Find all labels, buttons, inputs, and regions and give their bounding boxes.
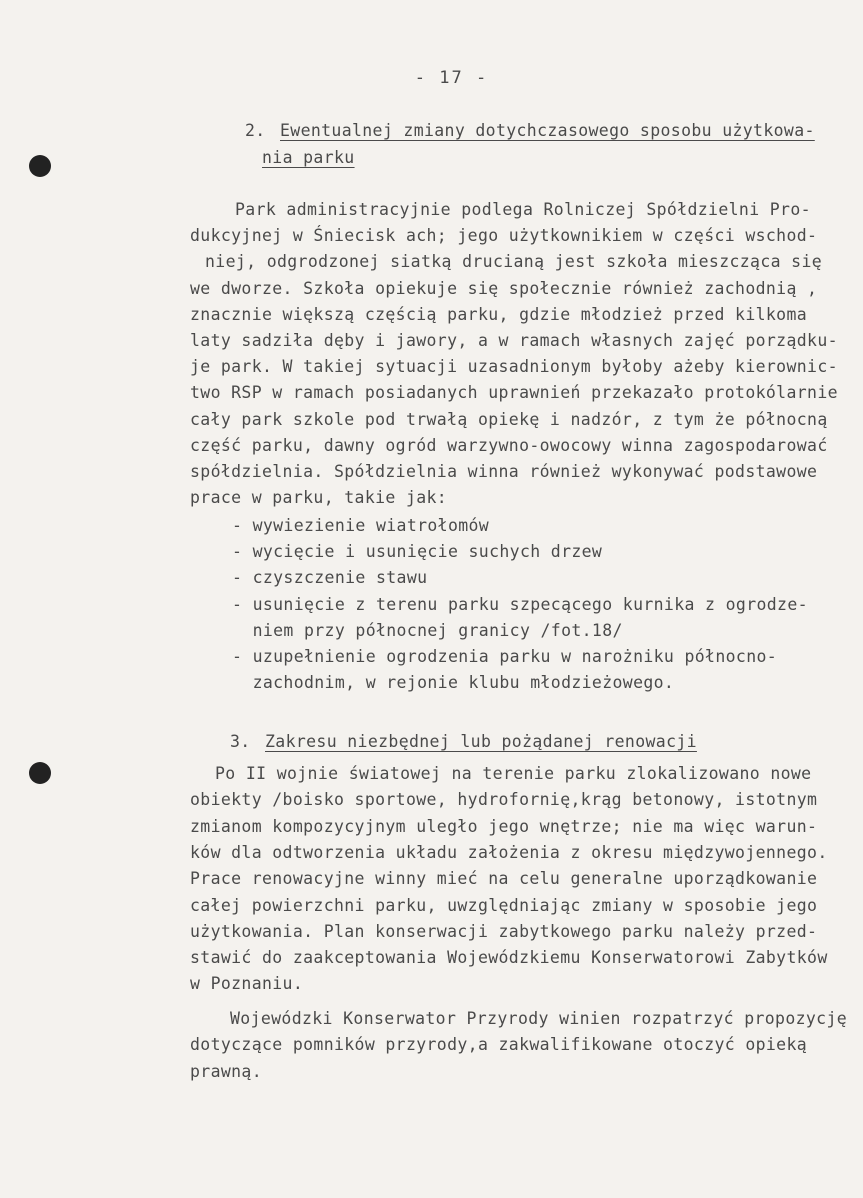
paragraph-line: Wojewódzki Konserwator Przyrody winien rozpatrzyć propozycję: [230, 1009, 848, 1028]
list-item-line: zachodnim, w rejonie klubu młodzieżowego.: [232, 673, 675, 693]
paragraph-line: dukcyjnej w Śniecisk ach; jego użytkownikiem w części wschod-: [190, 226, 818, 246]
punch-hole: [29, 155, 51, 177]
paragraph-line: Prace renowacyjne winny mieć na celu generalne uporządkowanie: [190, 869, 818, 889]
paragraph-line: prawną.: [190, 1061, 262, 1081]
paragraph-line: całej powierzchni parku, uwzględniając zmiany w sposobie jego: [190, 895, 818, 915]
paragraph-line: zmianom kompozycyjnym uległo jego wnętrze; nie ma więc warun-: [190, 816, 818, 836]
paragraph-line: two RSP w ramach posiadanych uprawnień przekazało protokólarnie: [190, 383, 838, 403]
list-item-line: - usunięcie z terenu parku szpecącego kurnika z ogrodze-: [232, 594, 808, 614]
paragraph-line: w Poznaniu.: [190, 974, 304, 994]
paragraph-line: użytkowania. Plan konserwacji zabytkowego parku należy przed-: [190, 921, 818, 941]
list-item-line: - czyszczenie stawu: [232, 568, 428, 588]
section-number: 2.: [245, 121, 266, 140]
section-title: Zakresu niezbędnej lub pożądanej renowacji: [265, 732, 697, 751]
paragraph-line: część parku, dawny ogród warzywno-owocowy winna zagospodarować: [190, 435, 828, 455]
section-title: Ewentualnej zmiany dotychczasowego sposobu użytkowa-: [280, 121, 815, 140]
list-item-line: niem przy północnej granicy /fot.18/: [232, 620, 623, 640]
punch-hole: [29, 762, 51, 784]
paragraph-line: Po II wojnie światowej na terenie parku zlokalizowano nowe: [215, 764, 812, 783]
paragraph-line: spółdzielnia. Spółdzielnia winna również wykonywać podstawowe: [190, 462, 818, 481]
section-title: nia parku: [262, 148, 355, 167]
paragraph-line: dotyczące pomników przyrody,a zakwalifikowane otoczyć opieką: [190, 1035, 808, 1055]
section-number: 3.: [230, 732, 251, 751]
paragraph-line: Park administracyjnie podlega Rolniczej Spółdzielni Pro-: [235, 200, 811, 219]
list-item-line: - wywiezienie wiatrołomów: [232, 516, 490, 535]
paragraph-line: prace w parku, takie jak:: [190, 488, 448, 508]
list-item-line: - uzupełnienie ogrodzenia parku w narożniku północno-: [232, 647, 778, 666]
paragraph-line: cały park szkole pod trwałą opiekę i nadzór, z tym że północną: [190, 409, 828, 429]
paragraph-line: laty sadziła dęby i jawory, a w ramach własnych zajęć porządku-: [190, 331, 838, 350]
paragraph-line: je park. W takiej sytuacji uzasadnionym byłoby ażeby kierownic-: [190, 357, 838, 377]
paragraph-line: obiekty /boisko sportowe, hydrofornię,krąg betonowy, istotnym: [190, 790, 818, 810]
paragraph-line: niej, odgrodzonej siatką drucianą jest szkoła mieszcząca się: [205, 252, 823, 272]
paragraph-line: znacznie większą częścią parku, gdzie młodzież przed kilkoma: [190, 304, 808, 324]
paragraph-line: ków dla odtworzenia układu założenia z okresu międzywojennego.: [190, 842, 828, 862]
page-number: - 17 -: [414, 68, 489, 88]
list-item-line: - wycięcie i usunięcie suchych drzew: [232, 542, 603, 562]
paragraph-line: stawić do zaakceptowania Wojewódzkiemu Konserwatorowi Zabytków: [190, 948, 828, 968]
paragraph-line: we dworze. Szkoła opiekuje się społecznie również zachodnią ,: [190, 278, 818, 298]
